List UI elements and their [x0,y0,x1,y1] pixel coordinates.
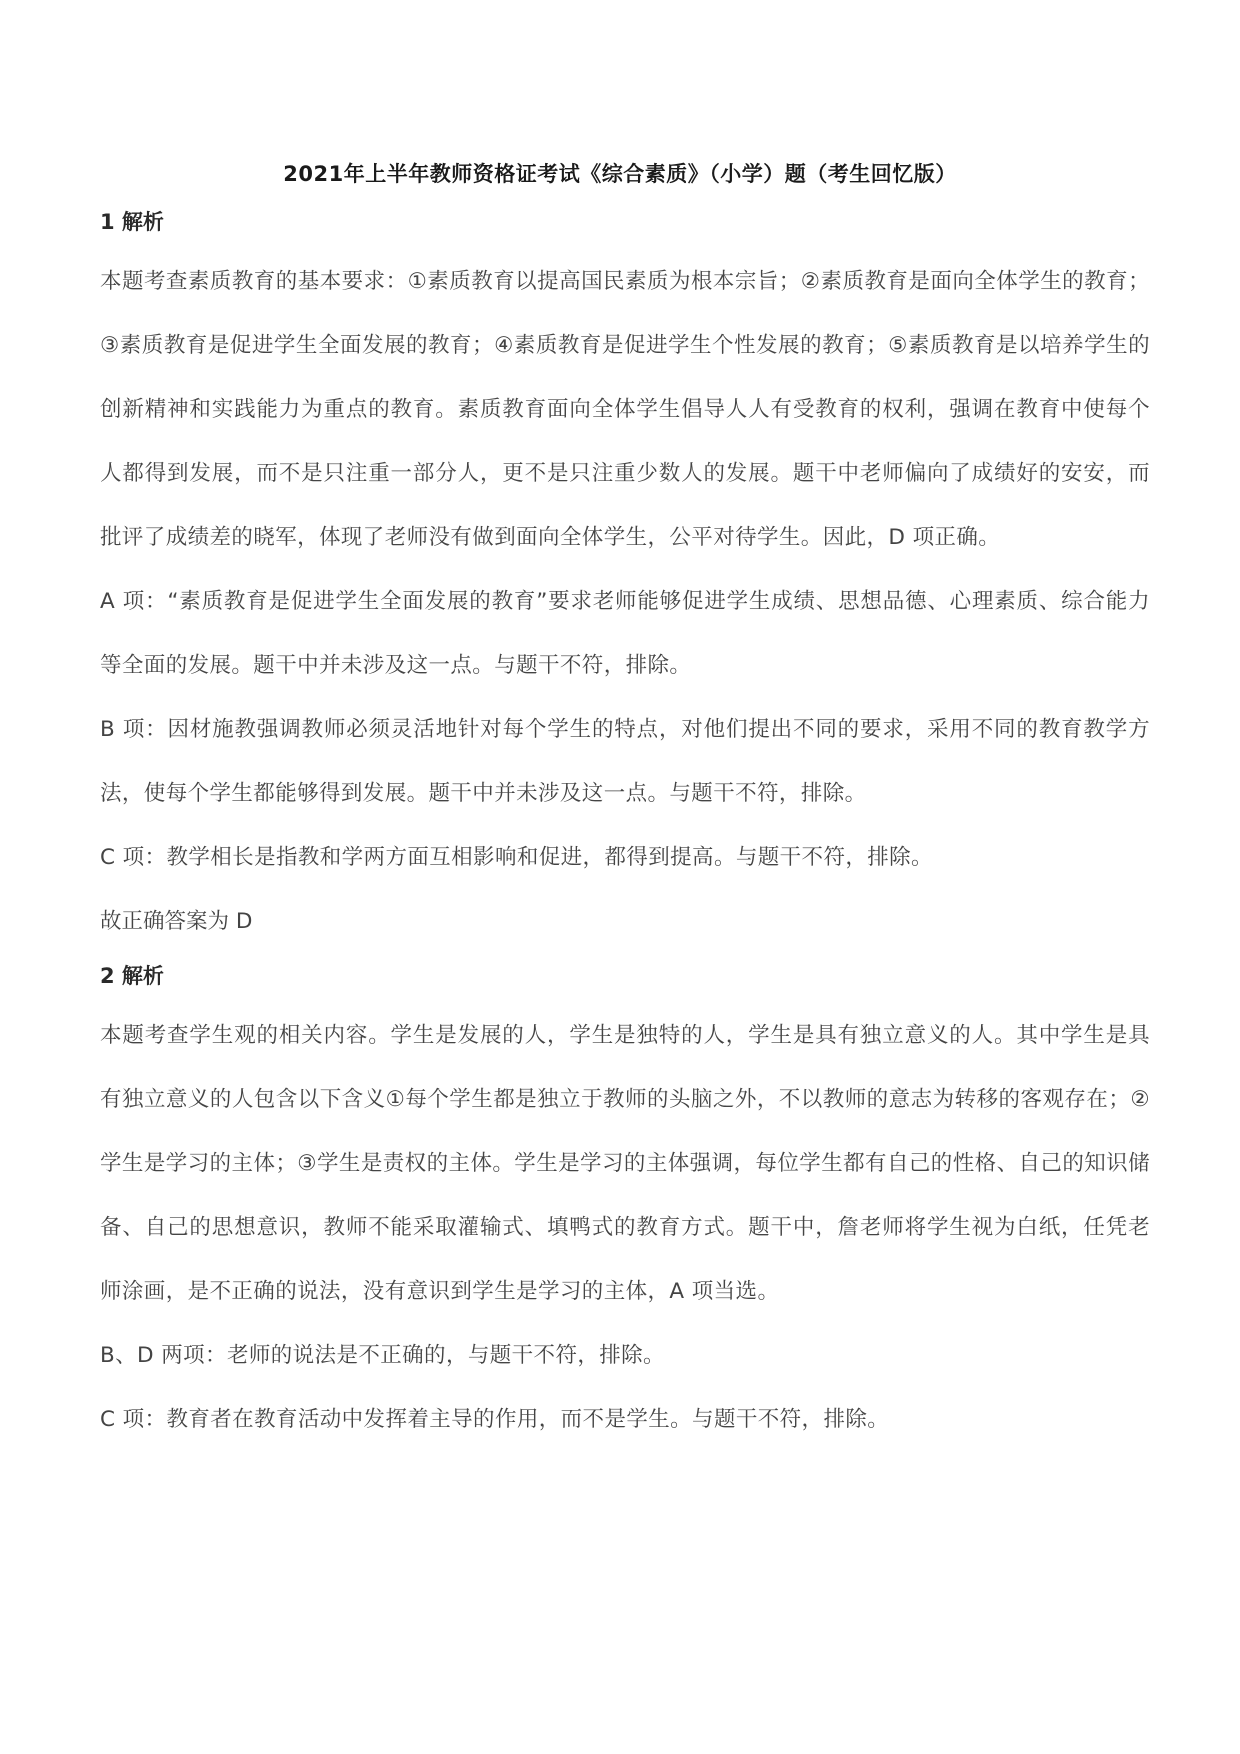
document-title: 2021年上半年教师资格证考试《综合素质》（小学）题（考生回忆版） [283,162,957,186]
analysis-paragraph: 本题考查学生观的相关内容。学生是发展的人，学生是独特的人，学生是具有独立意义的人。其中学生是具有独立意义的人包含以下含义①每个学生都是独立于教师的头脑之外，不以教师的意志为转移的客观存在；②学生是学习的主体；③学生是责权的主体。学生是学习的主体强调，每位学生都有自己的性格、自己的知识储备、自己的思想意识，教师不能采取灌输式、填鸭式的教育方式。题干中，詹老师将学生视为白纸，任凭老师涂画，是不正确的说法，没有意识到学生是学习的主体，A 项当选。 [100,1023,1150,1304]
option-c-paragraph: C 项：教育者在教育活动中发挥着主导的作用，而不是学生。与题干不符，排除。 [100,1407,890,1432]
option-c-paragraph: C 项：教学相长是指教和学两方面互相影响和促进，都得到提高。与题干不符，排除。 [100,845,933,870]
section-2 [100,958,1150,1452]
analysis-paragraph: 本题考查素质教育的基本要求：①素质教育以提高国民素质为根本宗旨；②素质教育是面向全体学生的教育；③素质教育是促进学生全面发展的教育；④素质教育是促进学生个性发展的教育；⑤素质教育是以培养学生的创新精神和实践能力为重点的教育。素质教育面向全体学生倡导人人有受教育的权利，强调在教育中使每个人都得到发展，而不是只注重一部分人，更不是只注重少数人的发展。题干中老师偏向了成绩好的安安，而批评了成绩差的晓军，体现了老师没有做到面向全体学生，公平对待学生。因此，D 项正确。 [100,269,1150,550]
option-bd-paragraph: B、D 两项：老师的说法是不正确的，与题干不符，排除。 [100,1343,665,1368]
section-heading: 1 解析 [100,210,164,234]
section-1 [100,204,1150,954]
section-heading: 2 解析 [100,964,164,988]
document-body [100,204,1150,1452]
answer-line: 故正确答案为 D [100,909,253,934]
option-b-paragraph: B 项：因材施教强调教师必须灵活地针对每个学生的特点，对他们提出不同的要求，采用不同的教育教学方法，使每个学生都能够得到发展。题干中并未涉及这一点。与题干不符，排除。 [100,717,1150,806]
option-a-paragraph: A 项：“素质教育是促进学生全面发展的教育”要求老师能够促进学生成绩、思想品德、心理素质、综合能力等全面的发展。题干中并未涉及这一点。与题干不符，排除。 [100,589,1150,678]
